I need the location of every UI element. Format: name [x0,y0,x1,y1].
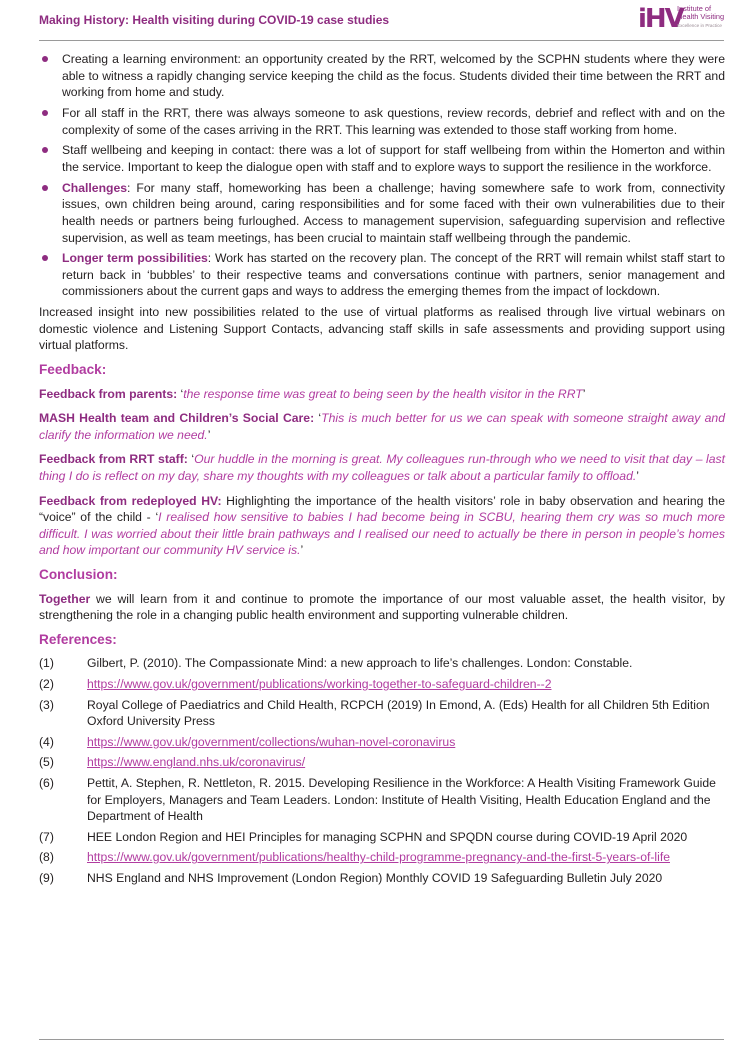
feedback-rrt-staff: Feedback from RRT staff: ‘Our huddle in the morning is great. My colleagues run-through who we need to visit that day – last thing I do is reflect on my day, share my thoughts with my colleagues or talk about a particular family to offload.’ [39,452,725,483]
feedback-redeployed-hv: Feedback from redeployed HV: Highlighting the importance of the health visitors’ role in baby observation and hearing the “voice” of the child - ‘I realised how sensitive to babies I had become being in SCBU, hearing them cry was so much more difficult. I was worried about their little brain pathways and I realised our need to actually be there in person in people’s homes and how important our community HV service is.’ [39,493,725,558]
bullet-item [39,142,725,175]
logo-tagline: Excellence in Practice [677,22,722,28]
reference-item [39,849,725,866]
reference-item [39,697,725,730]
reference-number: (1) [39,656,54,671]
reference-number: (4) [39,734,54,749]
reference-item [39,655,725,672]
reference-text: Pettit, A. Stephen, R. Nettleton, R. 2015. Developing Resilience in the Workforce: A Health Visiting Framework Guide for Employers, Managers and Team Leaders. London: Institute of Health Visiting, Health Education England and the Department of Health [87,775,716,824]
bullet-item [39,105,725,138]
logo-mark: iHV [638,4,683,34]
bullet-list [39,51,725,300]
reference-text: HEE London Region and HEI Principles for managing SCPHN and SPQDN course during COVID-19 April 2020 [87,829,688,844]
bullet-lead: Longer term possibilities [62,251,208,266]
reference-item [39,870,725,887]
reference-number: (7) [39,829,54,844]
bullet-text: Staff wellbeing and keeping in contact: there was a lot of support for staff wellbeing from within the Homerton and within the service. Important to keep the dialogue open with staff and to explore ways to support the resilience in the workforce. [62,143,725,174]
reference-link[interactable]: https://www.gov.uk/government/collections/wuhan-novel-coronavirus [87,734,456,749]
bullet-dot-icon [42,110,48,116]
logo-line-1: Institute of [677,4,712,13]
main-content [39,51,725,890]
bullet-text: : Work has started on the recovery plan. The concept of the RRT will remain whilst staff start to return back in ‘bubbles’ to their respective teams and conversations continue with partners, senior management and commissioners about the current gaps and ways to address the emerging themes from the impact of lockdown. [62,251,725,299]
reference-text: NHS England and NHS Improvement (London Region) Monthly COVID 19 Safeguarding Bulletin July 2020 [87,870,663,885]
reference-item [39,676,725,693]
reference-number: (6) [39,775,54,790]
bullet-text: : For many staff, homeworking has been a challenge; having somewhere safe to work from, connectivity issues, own children being around, caring responsibilities and for some faced with their own vulnerabilities due to their health needs or partners being furloughed. Access to management supervision, safeguarding supervision and reflective supervision, as well as team meetings, has been crucial to maintain staff wellbeing through the pandemic. [62,180,725,245]
reference-text: Gilbert, P. (2010). The Compassionate Mind: a new approach to life’s challenges. London: Constable. [87,656,633,671]
reference-list [39,655,725,886]
conclusion-heading: Conclusion: [39,566,118,582]
reference-number: (2) [39,676,54,691]
reference-text: Royal College of Paediatrics and Child Health, RCPCH (2019) In Emond, A. (Eds) Health for all Children 5th Edition Oxford University Press [87,697,710,729]
logo-line-2: Health Visiting [677,12,725,22]
conclusion-paragraph: Together we will learn from it and continue to promote the importance of our most valuable asset, the health visitor, by strengthening the role in a changing public health environment and supporting vulnerable children. [39,591,725,623]
page-header [39,4,725,40]
reference-item [39,754,725,771]
logo-text [677,5,724,29]
feedback-parents: Feedback from parents: ‘the response time was great to being seen by the health visitor in the RRT’ [39,386,586,401]
bullet-item [39,250,725,300]
reference-number: (5) [39,755,54,770]
bullet-text: For all staff in the RRT, there was always someone to ask questions, review records, debrief and reflect with and on the complexity of some of the cases arriving in the RRT. This learning was extended to those staff working from home. [62,105,725,137]
bullet-lead: Challenges [62,180,128,195]
reference-item [39,775,725,825]
feedback-mash: MASH Health team and Children’s Social Care: ‘This is much better for us we can speak with someone straight away and clarify the information we need.’ [39,411,725,442]
references-heading: References: [39,631,117,647]
header-title: Making History: Health visiting during COVID-19 case studies [39,13,390,27]
bullet-dot-icon [42,255,48,261]
reference-item [39,829,725,846]
feedback-heading: Feedback: [39,362,107,378]
bullet-dot-icon [42,56,48,62]
bullet-item [39,180,725,246]
insight-paragraph: Increased insight into new possibilities related to the use of virtual platforms as realised through live virtual webinars on domestic violence and Listening Support Contacts, advancing staff skills in safe assessments and providing support using virtual platforms. [39,305,725,353]
footer-divider [39,1039,724,1040]
bullet-text: Creating a learning environment: an opportunity created by the RRT, welcomed by the SCPHN students where they were able to witness a rapidly changing service keeping the child as the focus. Students divided their time between the RRT and working from home and study. [62,52,725,100]
reference-link[interactable]: https://www.gov.uk/government/publications/working-together-to-safeguard-children--2 [87,676,552,691]
reference-number: (9) [39,870,54,885]
bullet-dot-icon [42,147,48,153]
header-divider [39,40,724,41]
reference-number: (3) [39,697,54,712]
reference-item [39,734,725,751]
bullet-item [39,51,725,101]
reference-number: (8) [39,850,54,865]
reference-link[interactable]: https://www.gov.uk/government/publications/healthy-child-programme-pregnancy-and-the-first-5-years-of-life [87,850,670,865]
bullet-dot-icon [42,185,48,191]
reference-link[interactable]: https://www.england.nhs.uk/coronavirus/ [87,755,306,770]
ihv-logo [638,1,724,37]
